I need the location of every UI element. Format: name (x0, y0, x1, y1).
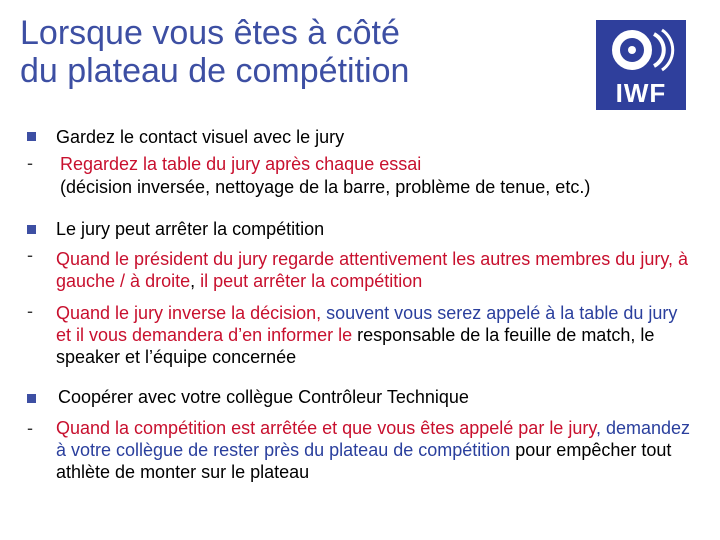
section3-item1-black: pour empêcher tout athlète de monter sur le plateau (56, 440, 672, 482)
section2-item2-blue: souvent vous serez appelé à la table du jury (321, 303, 678, 323)
dash-bullet-icon: - (27, 245, 33, 265)
section3-heading: Coopérer avec votre collègue Contrôleur Technique (58, 387, 469, 407)
section2-item2-red-2: et il vous demandera d’en informer le (56, 325, 353, 345)
section3-item1 (56, 417, 696, 483)
bullet-square-icon (27, 394, 36, 403)
section2-item1 (56, 248, 696, 292)
dash-bullet-icon: - (27, 153, 33, 173)
section1-item1-line2: (décision inversée, nettoyage de la barre, problème de tenue, etc.) (60, 177, 591, 197)
section2-item1-comma: , (190, 271, 196, 291)
logo-text: IWF (615, 78, 667, 108)
iwf-logo (596, 20, 686, 110)
dash-bullet-icon: - (27, 301, 33, 321)
bullet-square-icon (27, 225, 36, 234)
section1-heading: Gardez le contact visuel avec le jury (56, 127, 345, 147)
bullet-square-icon (27, 132, 36, 141)
section1-item1-line1: Regardez la table du jury après chaque essai (60, 154, 422, 174)
title-line-1: Lorsque vous êtes à côté (20, 14, 400, 52)
section2-item1-red-end: il peut arrêter la compétition (195, 271, 423, 291)
section2-item2 (56, 302, 696, 368)
section3-item1-blue: , demandez à votre collègue de rester près du plateau de compétition (56, 418, 691, 460)
title-line-2: du plateau de compétition (20, 52, 410, 90)
dash-bullet-icon: - (27, 418, 33, 438)
section2-item2-red: Quand le jury inverse la décision, (56, 303, 322, 323)
section2-item2-black: responsable de la feuille de match, le speaker et l’équipe concernée (56, 325, 655, 367)
iwf-emblem-icon (596, 20, 686, 80)
section2-heading: Le jury peut arrêter la compétition (56, 219, 325, 239)
section2-item1-red: Quand le président du jury regarde attentivement les autres membres du jury, à gauche / à droite (56, 249, 688, 291)
slide-title (20, 14, 540, 90)
section3-item1-red: Quand la compétition est arrêtée et que vous êtes appelé par le jury (56, 418, 596, 438)
